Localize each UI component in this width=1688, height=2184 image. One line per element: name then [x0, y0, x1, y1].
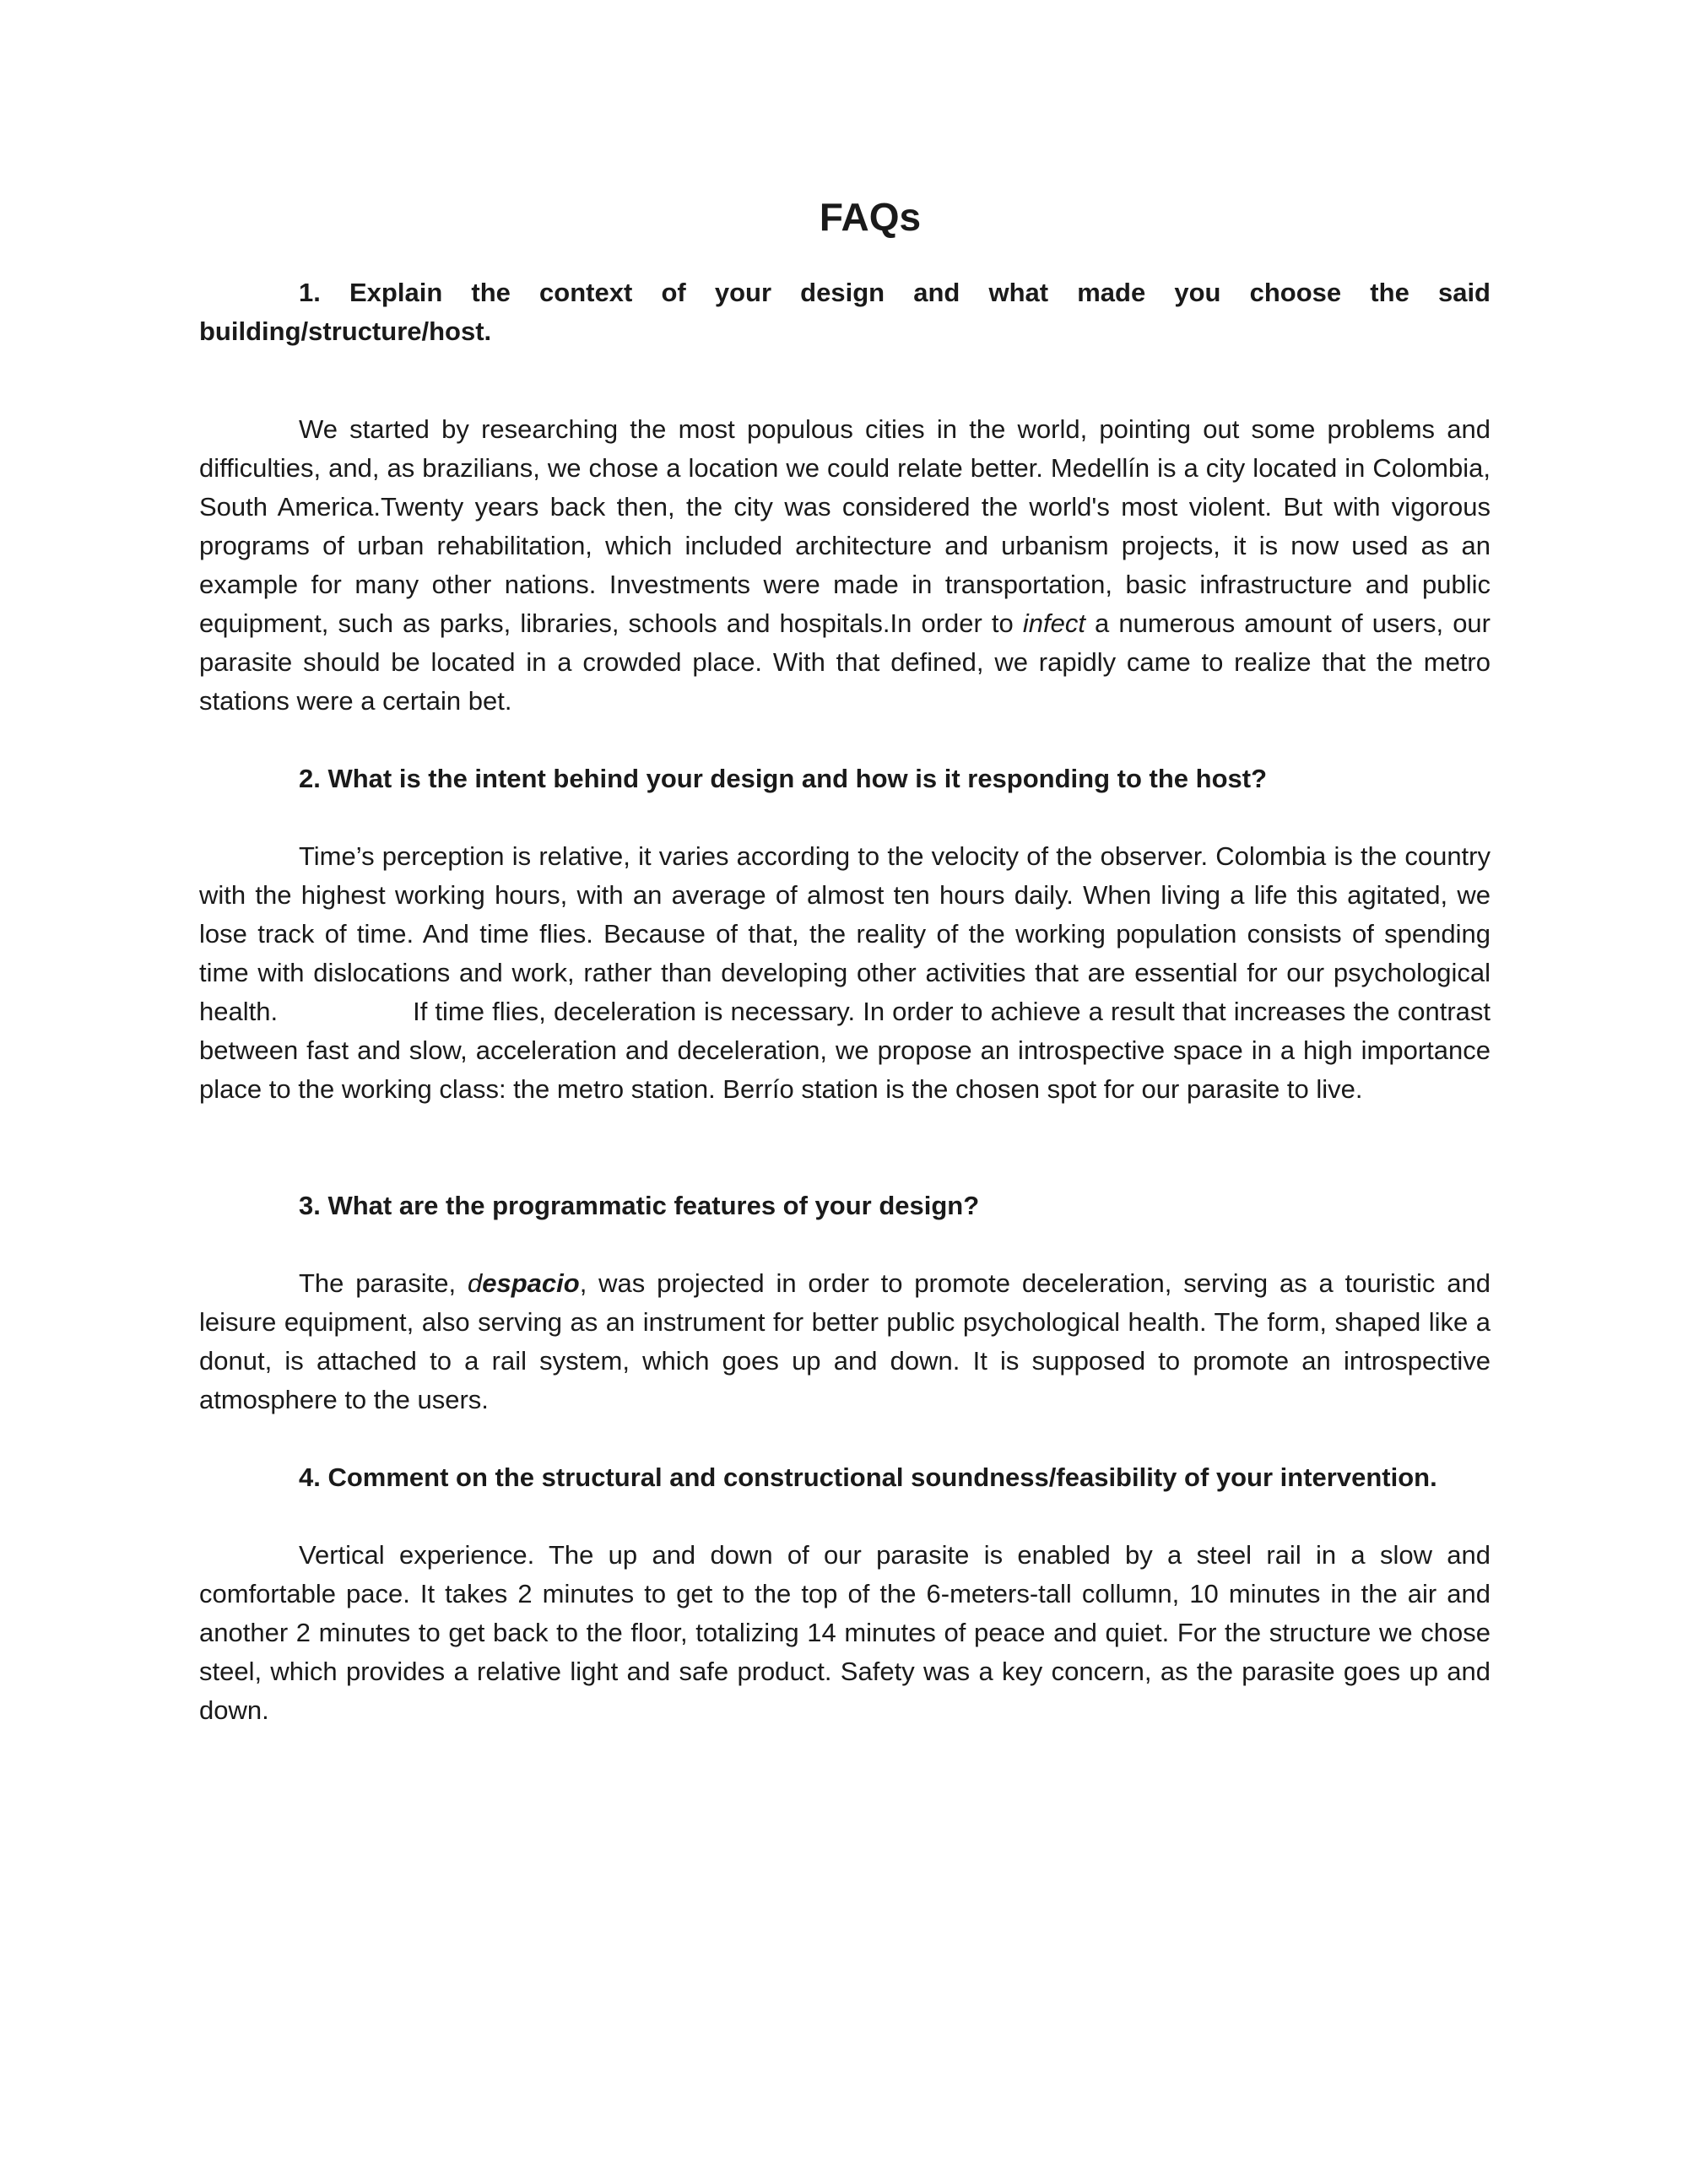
- answer-3-text-a: The parasite,: [299, 1268, 468, 1298]
- spacer: [199, 798, 1491, 837]
- answer-1: [199, 410, 1491, 721]
- answer-3-bold-italic: espacio: [482, 1268, 580, 1298]
- answer-2: [199, 837, 1491, 1109]
- answer-3-italic-d: d: [467, 1268, 483, 1298]
- spacer: [199, 351, 1491, 410]
- answer-4: Vertical experience. The up and down of our parasite is enabled by a steel rail in a slow and comfortable pace. It takes 2 minutes to get to the top of the 6-meters-tall collumn, 10 minutes in the air and another 2 minutes to get back to the floor, totalizing 14 minutes of peace and quiet. For the structure we chose steel, which provides a relative light and safe product. Safety was a key concern, as the parasite goes up and down.: [199, 1540, 1491, 1725]
- question-3: 3. What are the programmatic features of your design?: [299, 1191, 980, 1220]
- answer-2-text-b: If time flies, deceleration is necessary. In order to achieve a result that increases the contrast between fast and slow, acceleration and deceleration, we propose an introspective space in a high importance place to the working class: the metro station. Berrío station is the chosen spot for our parasite to live.: [199, 997, 1491, 1104]
- question-1: 1. Explain the context of your design and what made you choose the said building/structure/host.: [199, 278, 1491, 346]
- document-page: [199, 194, 1491, 1730]
- question-2: 2. What is the intent behind your design and how is it responding to the host?: [299, 764, 1267, 793]
- spacer: [199, 721, 1491, 760]
- answer-3: [199, 1264, 1491, 1419]
- answer-1-italic: infect: [1022, 608, 1085, 638]
- answer-1-text-a: We started by researching the most populous cities in the world, pointing out some problems and difficulties, and, as brazilians, we chose a location we could relate better. Medellín is a city located in Colombia, South America.Twenty years back then, the city was considered the world's most violent. But with vigorous programs of urban rehabilitation, which included architecture and urbanism projects, it is now used as an example for many other nations. Investments were made in transportation, basic infrastructure and public equipment, such as parks, libraries, schools and hospitals.In order to: [199, 414, 1491, 638]
- answer-3-text-b: , was projected in order to promote deceleration, serving as a touristic and leisure equipment, also serving as an instrument for better public psychological health. The form, shaped like a donut, is attached to a rail system, which goes up and down. It is supposed to promote an introspective atmosphere to the users.: [199, 1268, 1491, 1414]
- spacer: [199, 1225, 1491, 1264]
- answer-1-text-b: a numerous amount of users, our parasite should be located in a crowded place. With that defined, we rapidly came to realize that the metro stations were a certain bet.: [199, 608, 1491, 716]
- answer-2-text-a: Time’s perception is relative, it varies according to the velocity of the observer. Colombia is the country with the highest working hours, with an average of almost ten hours daily. When living a life this agitated, we lose track of time. And time flies. Because of that, the reality of the working population consists of spending time with dislocations and work, rather than developing other activities that are essential for our psychological health.: [199, 841, 1491, 1026]
- spacer: [199, 1419, 1491, 1458]
- spacer: [199, 1497, 1491, 1536]
- spacer: [199, 1109, 1491, 1187]
- page-title: FAQs: [819, 195, 922, 239]
- question-4: 4. Comment on the structural and constructional soundness/feasibility of your intervention.: [299, 1462, 1437, 1492]
